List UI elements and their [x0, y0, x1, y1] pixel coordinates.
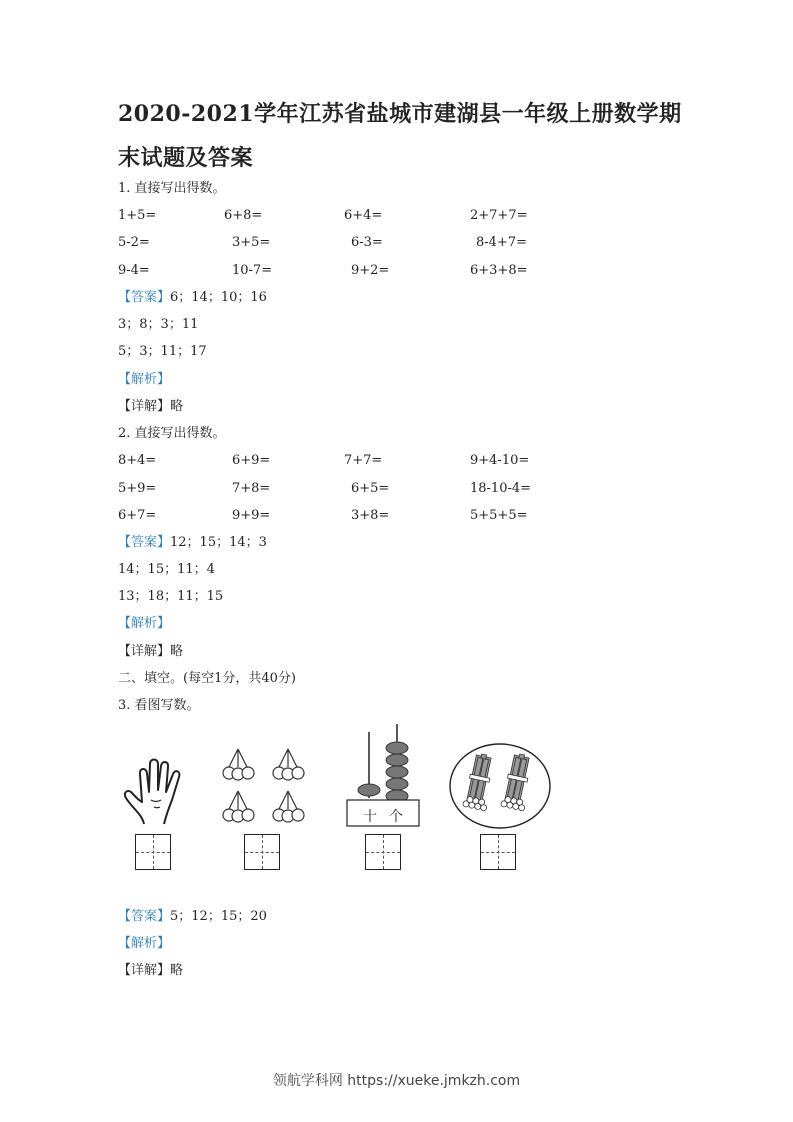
q2-answer-line — [118, 534, 267, 552]
analysis-tag: 【解析】 — [118, 616, 171, 631]
page-title: 2020-2021学年江苏省盐城市建湖县一年级上册数学期末试题及答案 — [118, 101, 682, 171]
abacus-icon — [345, 722, 421, 828]
q2-expr: 18-10-4= — [470, 481, 532, 496]
q1-expr: 6+4= — [344, 208, 383, 223]
q1-expr: 9-4= — [118, 263, 150, 278]
hand-icon — [118, 752, 190, 828]
analysis-tag: 【解析】 — [118, 936, 171, 951]
section-heading: 二、填空。(每空1分，共40分) — [118, 671, 296, 686]
q1-answer-line: 5；3；11；17 — [118, 344, 207, 359]
answer-box[interactable] — [135, 834, 171, 870]
q2-answer-line: 14；15；11；4 — [118, 562, 215, 577]
q1-expr: 3+5= — [232, 235, 271, 250]
q1-expr: 9+2= — [351, 263, 390, 278]
answer-box[interactable] — [244, 834, 280, 870]
q2-expr: 3+8= — [351, 508, 390, 523]
q2-expr: 6+9= — [232, 453, 271, 468]
q1-expr: 6+3+8= — [470, 263, 528, 278]
answer-values: 5；12；15；20 — [170, 909, 267, 924]
q2-expr: 8+4= — [118, 453, 157, 468]
analysis-tag: 【解析】 — [118, 372, 171, 387]
q1-expr: 2+7+7= — [470, 208, 528, 223]
q1-expr: 5-2= — [118, 235, 150, 250]
q3-heading: 3. 看图写数。 — [118, 698, 200, 713]
q1-heading: 1. 直接写出得数。 — [118, 181, 226, 196]
q1-expr: 6-3= — [351, 235, 383, 250]
q1-expr: 1+5= — [118, 208, 157, 223]
detail-line: 【详解】略 — [118, 399, 184, 414]
answer-box[interactable] — [365, 834, 401, 870]
footer-watermark: 领航学科网 https://xueke.jmkzh.com — [272, 1073, 521, 1089]
q2-heading: 2. 直接写出得数。 — [118, 426, 226, 441]
q1-answer-line — [118, 289, 267, 307]
cherries-icon — [220, 745, 314, 831]
q1-expr: 8-4+7= — [476, 235, 527, 250]
q2-expr: 7+7= — [344, 453, 383, 468]
answer-tag: 【答案】 — [118, 290, 171, 305]
detail-line: 【详解】略 — [118, 644, 184, 659]
q1-expr: 10-7= — [232, 263, 273, 278]
answer-values: 12；15；14；3 — [170, 535, 267, 550]
q2-expr: 6+5= — [351, 481, 390, 496]
q2-expr: 9+4-10= — [470, 453, 530, 468]
q3-answer-line — [118, 908, 267, 926]
detail-line: 【详解】略 — [118, 963, 184, 978]
tens-label: 十 — [363, 809, 377, 825]
answer-box[interactable] — [480, 834, 516, 870]
q2-answer-line: 13；18；11；15 — [118, 589, 224, 604]
q1-expr: 6+8= — [224, 208, 263, 223]
q1-answer-line: 3；8；3；11 — [118, 317, 199, 332]
stick-bundles-icon — [448, 742, 552, 830]
q2-expr: 5+9= — [118, 481, 157, 496]
q2-expr: 9+9= — [232, 508, 271, 523]
ones-label: 个 — [389, 809, 403, 825]
q2-expr: 5+5+5= — [470, 508, 528, 523]
q2-expr: 7+8= — [232, 481, 271, 496]
answer-values: 6；14；10；16 — [170, 290, 267, 305]
answer-tag: 【答案】 — [118, 535, 171, 550]
answer-tag: 【答案】 — [118, 909, 171, 924]
q2-expr: 6+7= — [118, 508, 157, 523]
